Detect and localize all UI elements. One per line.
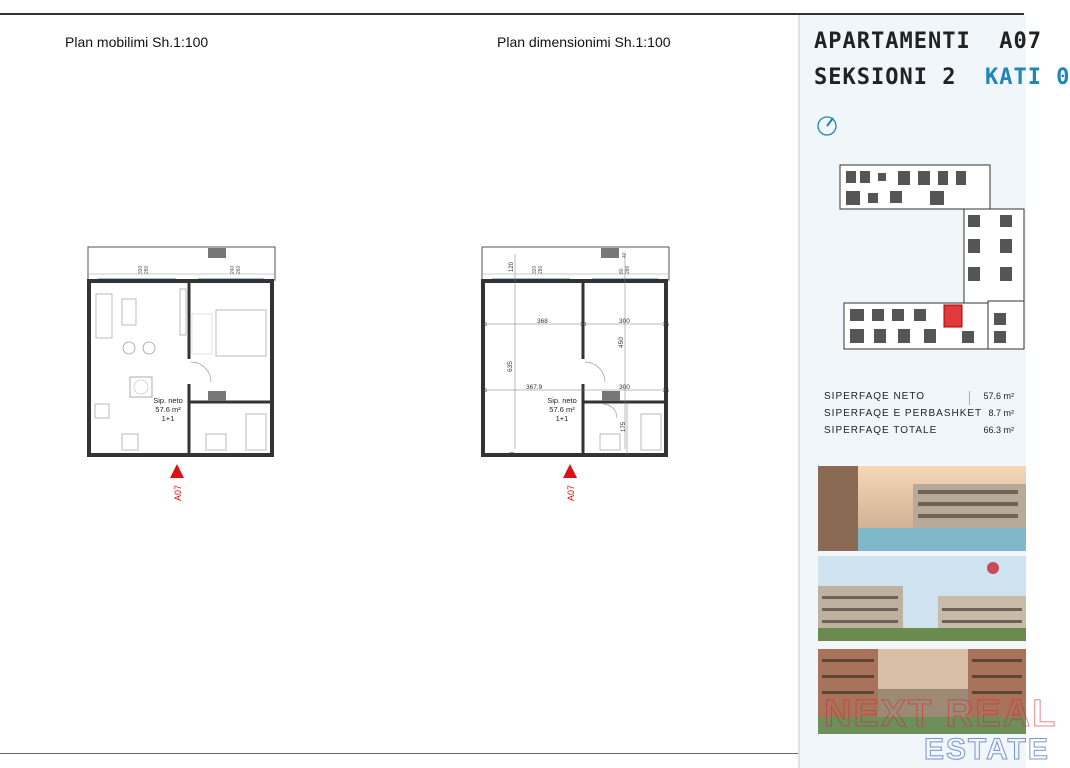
key-plan-map [838, 163, 1028, 353]
dim-room-depth: 450 [618, 337, 625, 348]
area-row-neto [824, 391, 1014, 408]
area-label-neto: SIPERFAQE NETO [824, 391, 926, 402]
entrance-arrow-icon [170, 464, 184, 478]
dim-left-width-2: 367.9 [526, 384, 543, 391]
dim-right-width-2: 300 [619, 384, 630, 391]
info-sidebar [798, 15, 1070, 768]
area-value-neto: 57.6 m² [983, 391, 1014, 401]
area-value: 57.6 m² [155, 405, 181, 414]
compass-icon [816, 115, 838, 137]
dim-left-width: 368 [537, 318, 548, 325]
area-row-total [824, 425, 1014, 442]
area-label-total: SIPERFAQE TOTALE [824, 425, 938, 436]
title-section: SEKSIONI 2 [814, 65, 957, 90]
area-row-common [824, 408, 1014, 425]
unit-type: 1+1 [555, 414, 569, 423]
render-photo-pool [818, 466, 1026, 551]
title-floor: KATI 0 [984, 65, 1070, 90]
window-dim: 260 [236, 265, 242, 274]
window-dim: 280 [144, 265, 150, 274]
window-dim: 280 [625, 265, 631, 274]
unit-type: 1+1 [161, 414, 175, 423]
area-value-common: 8.7 m² [988, 408, 1014, 418]
window-dim: 320 [532, 265, 538, 274]
dim-wall: 25 [509, 452, 516, 458]
unit-code-label: A07 [173, 484, 183, 501]
entrance-arrow-icon [563, 464, 577, 478]
dim-wall: 10 [580, 322, 587, 328]
watermark-logo-secondary: ESTATE [924, 733, 1050, 766]
dimension-plan-title: Plan dimensionimi Sh.1:100 [497, 34, 671, 50]
sidebar-title-apartment [814, 29, 1042, 54]
furnished-plan-title: Plan mobilimi Sh.1:100 [65, 34, 209, 50]
render-photo-facade [818, 556, 1026, 641]
window-dim: 40 [622, 252, 628, 258]
window-dim: 280 [538, 265, 544, 274]
dimension-floor-plan [479, 244, 673, 460]
unit-code-label: A07 [566, 484, 576, 501]
watermark-logo: NEXT REAL [824, 693, 1058, 735]
title-apartment-code: A07 [999, 29, 1042, 54]
area-label-common: SIPERFAQE E PERBASHKET [824, 408, 983, 419]
area-table [824, 391, 1014, 442]
window-dim: 320 [138, 265, 144, 274]
window-dim: 240 [230, 265, 236, 274]
furnished-floor-plan [86, 244, 278, 460]
dim-wall: 25 [481, 388, 488, 394]
dim-wall: 25 [663, 388, 670, 394]
sidebar-title-section [814, 65, 1070, 90]
area-label: Sip. neto [547, 396, 577, 405]
dim-depth: 635 [507, 361, 514, 372]
area-label: Sip. neto [153, 396, 183, 405]
area-value-total: 66.3 m² [983, 425, 1014, 435]
dim-balcony-depth: 120 [509, 261, 515, 272]
dim-wall: 25 [663, 322, 670, 328]
dim-wall: 25 [481, 322, 488, 328]
window-dim: 80 [619, 268, 625, 274]
area-value: 57.6 m² [549, 405, 575, 414]
dim-bath-depth: 175 [621, 421, 627, 432]
title-apartment-word: APARTAMENTI [814, 29, 971, 54]
dim-right-width: 300 [619, 318, 630, 325]
bottom-rule [0, 753, 800, 754]
selected-unit-marker [944, 305, 962, 327]
